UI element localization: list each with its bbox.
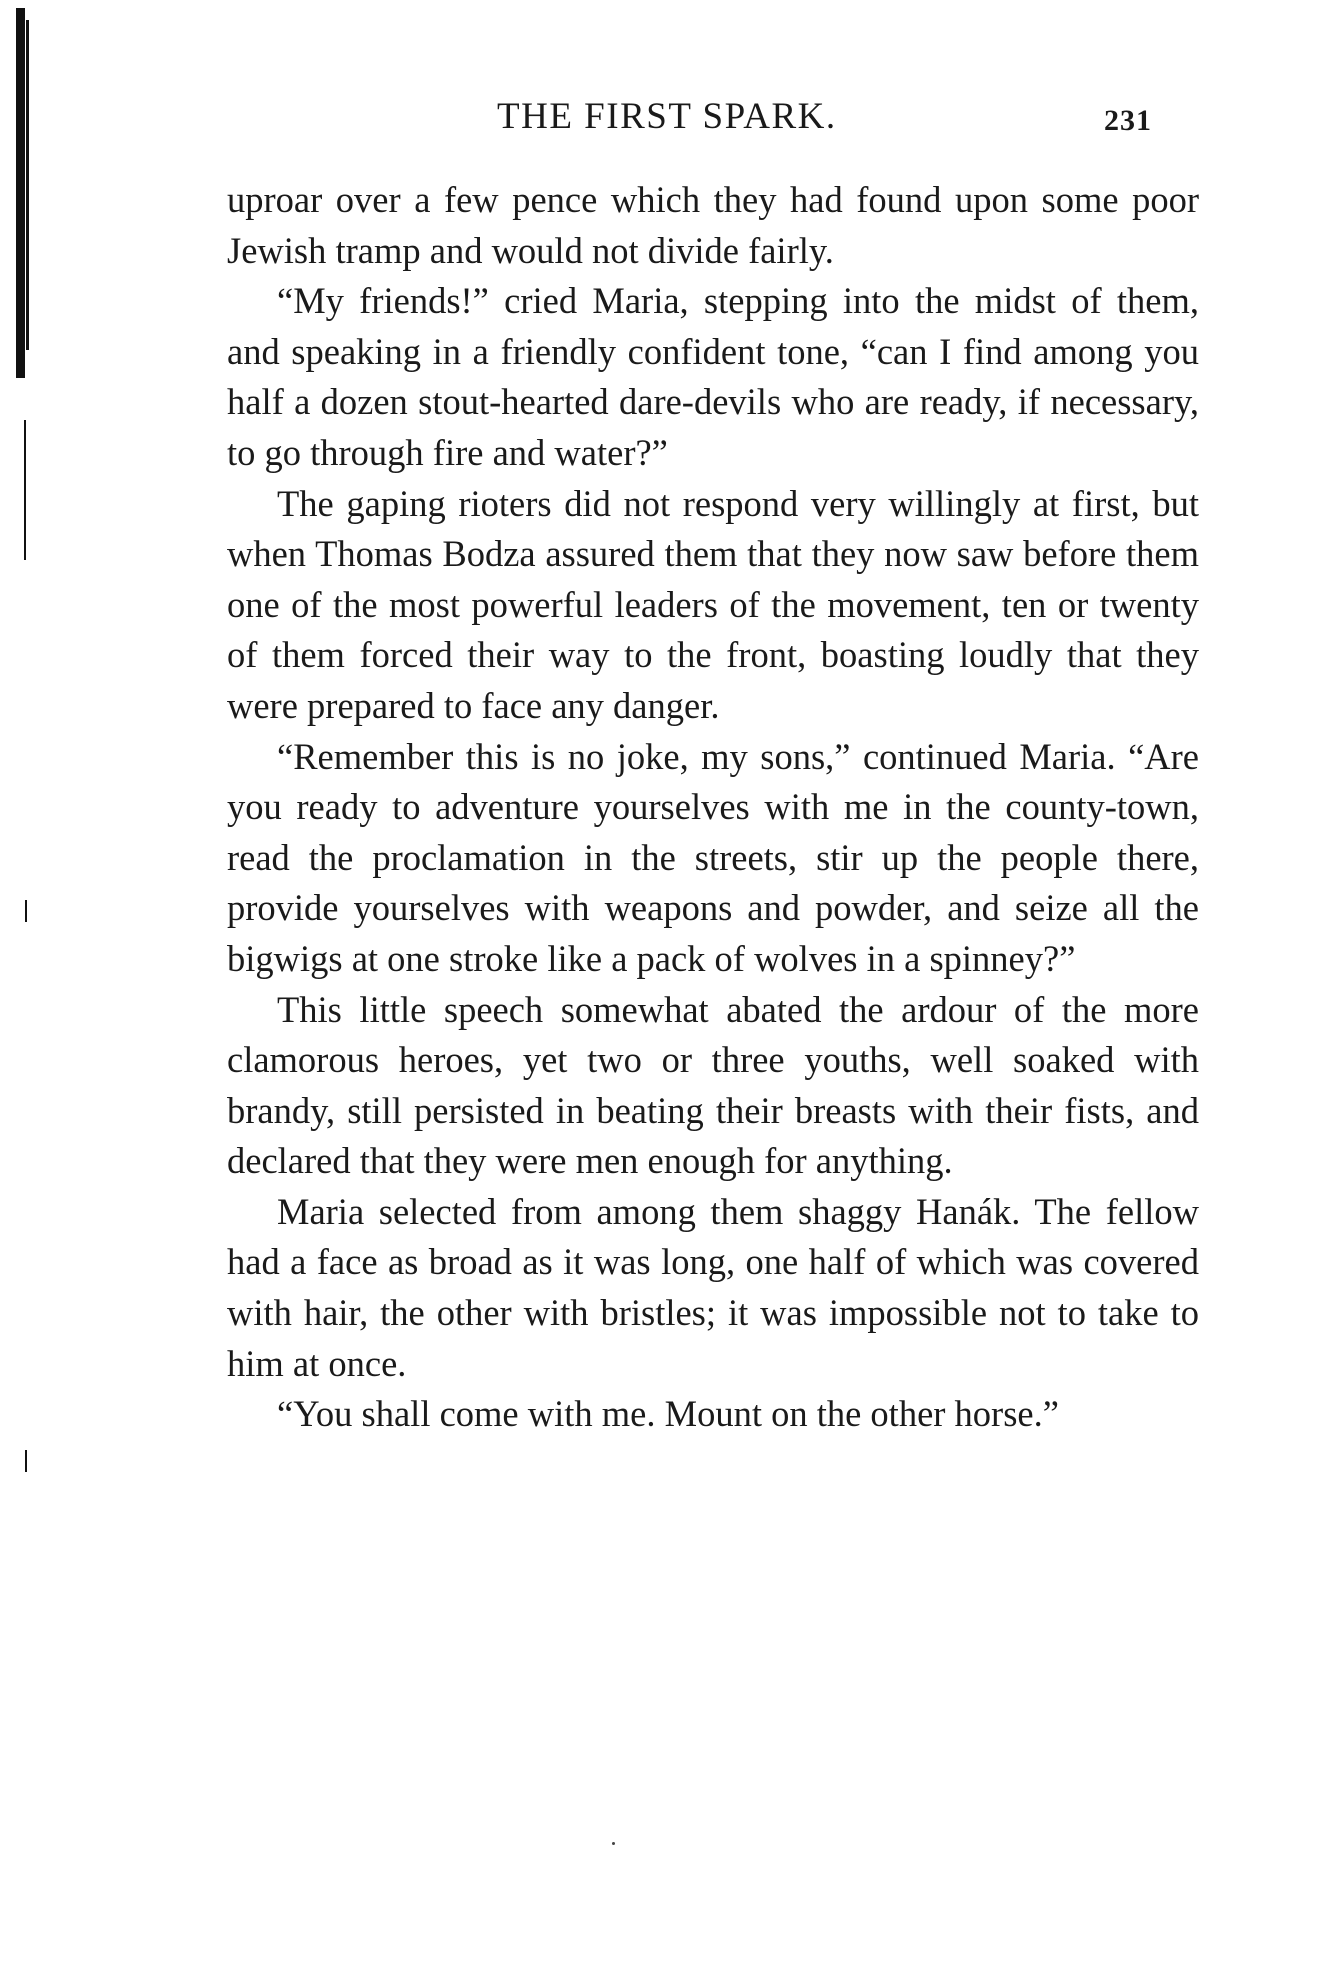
binding-edge-mark [24,420,26,560]
scan-speck [612,1842,615,1845]
running-title: THE FIRST SPARK. [497,96,837,137]
binding-edge-shadow [16,8,25,378]
binding-edge-shadow [26,20,29,350]
page-number: 231 [1104,104,1152,137]
paragraph: “My friends!” cried Maria, stepping into the midst of them, and speaking in a friendly confident tone, “can I find among you half a dozen stout-hearted dare-devils who are ready, if necessary, to go through fire and water?” [227,280,1199,473]
paragraph: This little speech somewhat abated the ardour of the more clamorous heroes, yet two or three youths, well soaked with brandy, still persisted in beating their breasts with their fists, and declared that they were men enough for anything. [227,988,1199,1182]
paragraph: “You shall come with me. Mount on the other horse.” [277,1393,1059,1435]
paragraph: Maria selected from among them shaggy Hanák. The fellow had a face as broad as it was long, one half of which was covered with hair, the other with bristles; it was impossible not to take to him at once. [227,1190,1199,1384]
paragraph: uproar over a few pence which they had found upon some poor Jewish tramp and would not divide fairly. [227,179,1199,271]
running-head [0,92,1334,142]
binding-edge-mark [25,900,27,922]
binding-edge-mark [25,1450,27,1472]
paragraph: The gaping rioters did not respond very willingly at first, but when Thomas Bodza assured them that they now saw before them one of the most powerful leaders of the movement, ten or twenty of them forced their way to the front, boasting loudly that they were prepared to face any danger. [227,482,1199,726]
body-text [227,175,1199,1440]
paragraph: “Remember this is no joke, my sons,” continued Maria. “Are you ready to adventure yourselves with me in the county-town, read the proclamation in the streets, stir up the people there, provide yourselves with weapons and powder, and seize all the bigwigs at one stroke like a pack of wolves in a spinney?” [227,735,1199,979]
